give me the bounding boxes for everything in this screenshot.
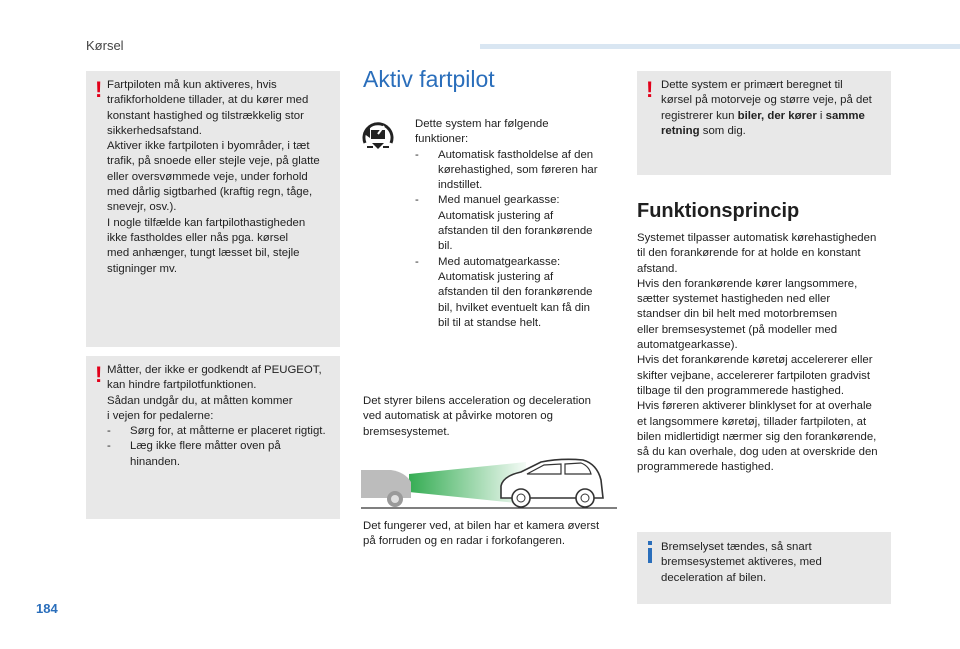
cars-radar-illustration [361,450,617,512]
warning-note-cruise-conditions [86,71,340,347]
text-line: Bremselyset tændes, så snart [661,541,812,553]
info-icon [646,541,654,563]
info-note-brake-lights [637,532,891,604]
adaptive-cruise-control-icon [360,116,396,152]
text-line: Hvis den forankørende kører langsommere, [637,277,858,290]
text-line: funktioner: [415,133,469,146]
text-line: tilbage til den programmerede hastighed. [637,384,845,397]
text-line: Aktiver ikke fartpiloten i byområder, i tæt [107,140,310,153]
bullet-list [107,424,339,470]
text-line: snevejr, osv.). [107,201,177,214]
text-line: trafikforholdene tillader, at du kører med [107,94,309,107]
warning-exclamation-icon: ! [646,77,654,102]
text-line: eller oversvømmede veje, under forhold [107,170,308,183]
list-item: - Læg ikke flere måtter oven på hinanden. [107,440,281,468]
text-line: kørsel på motorveje og større veje, på det [661,94,872,107]
page-title: Aktiv fartpilot [363,66,495,92]
function-principle-text [637,231,897,476]
text-line: ikke fastholdes eller nås pga. kørsel [107,231,289,244]
warning-exclamation-icon: ! [95,77,103,102]
text-line: med dårlig sigtbarhed (kraftig regn, tåge, [107,186,313,199]
text-line: med anhænger, tungt læsset bil, stejle [107,247,300,260]
warning-note-text [107,78,339,277]
features-text [415,117,615,331]
text-line: Dette system har følgende [415,118,549,130]
text-line: bremsesystemet aktiveres, med [661,556,822,569]
text-line: ved automatisk at påvirke motoren og [363,410,553,423]
text-line: Sådan undgår du, at måtten kommer [107,394,293,407]
text-line: automatgearkasse). [637,339,738,352]
warning-note-road-types [637,71,891,175]
text-line: konstant hastighed og tilstrækkelig stor [107,109,304,122]
text-line: registrerer kun biler, der kører i samme [661,109,865,122]
list-item: - Automatisk fastholdelse af den kørehastighed, som føreren har indstillet. [415,148,598,192]
text-line: Hvis føreren aktiverer blinklyset for at overhale [637,400,872,413]
text-line: til den forankørende for at holde en konstant [637,247,861,260]
text-line: kan hindre fartpilotfunktionen. [107,379,257,392]
warning-note-text [107,363,339,470]
section-header: Kørsel [86,38,124,53]
text-line: retning som dig. [661,124,746,137]
text-line: et langsommere køretøj, tillader fartpiloten, at [637,415,867,428]
list-item: - Sørg for, at måtterne er placeret rigtigt. [107,425,326,438]
text-line: skifter vejbane, accelererer fartpiloten gradvist [637,369,870,382]
text-line: programmerede hastighed. [637,461,774,474]
text-line: trafik, på snoede eller stejle veje, på glatte [107,155,320,168]
text-line: på forruden og en radar i forkofangeren. [363,535,566,548]
bullet-list [415,148,615,332]
sensor-description [363,519,623,550]
text-line: bremsesystemet. [363,425,450,438]
text-line: Måtter, der ikke er godkendt af PEUGEOT, [107,364,322,376]
warning-exclamation-icon: ! [95,362,103,387]
text-line: standser din bil helt med motorbremsen [637,308,838,321]
text-line: Systemet tilpasser automatisk kørehastigheden [637,232,877,244]
text-line: så du kan overhale, dog uden at overskride den [637,446,878,459]
text-line: stigninger mv. [107,262,178,275]
text-line: bilen midlertidigt nærmer sig den forankørende, [637,430,877,443]
text-line: Fartpiloten må kun aktiveres, hvis [107,79,277,91]
header-bar [480,44,960,49]
text-line: afstand. [637,262,678,275]
text-line: Det fungerer ved, at bilen har et kamera øverst [363,520,600,532]
list-item: - Med automatgearkasse: Automatisk justering af afstanden til den forankørende bil, hvilket eventuelt kan få din bil til at standse helt. [415,255,593,329]
warning-note-floor-mats [86,356,340,519]
text-line: Hvis det forankørende køretøj accelererer eller [637,354,873,367]
control-description [363,394,618,440]
text-line: eller bremsesystemet (på modeller med [637,323,838,336]
info-note-text [661,540,889,586]
warning-note-text [661,78,889,139]
text-line: I nogle tilfælde kan fartpilothastigheden [107,216,306,229]
text-line: Dette system er primært beregnet til [661,79,843,91]
text-line: i vejen for pedalerne: [107,409,214,422]
text-line: Det styrer bilens acceleration og deceleration [363,395,591,407]
page-number: 184 [36,601,58,616]
text-line: sikkerhedsafstand. [107,124,202,137]
text-line: deceleration af bilen. [661,571,767,584]
text-line: sætter systemet hastigheden ned eller [637,293,831,306]
section-heading: Funktionsprincip [637,200,800,222]
list-item: - Med manuel gearkasse: Automatisk justering af afstanden til den forankørende bil. [415,194,593,253]
